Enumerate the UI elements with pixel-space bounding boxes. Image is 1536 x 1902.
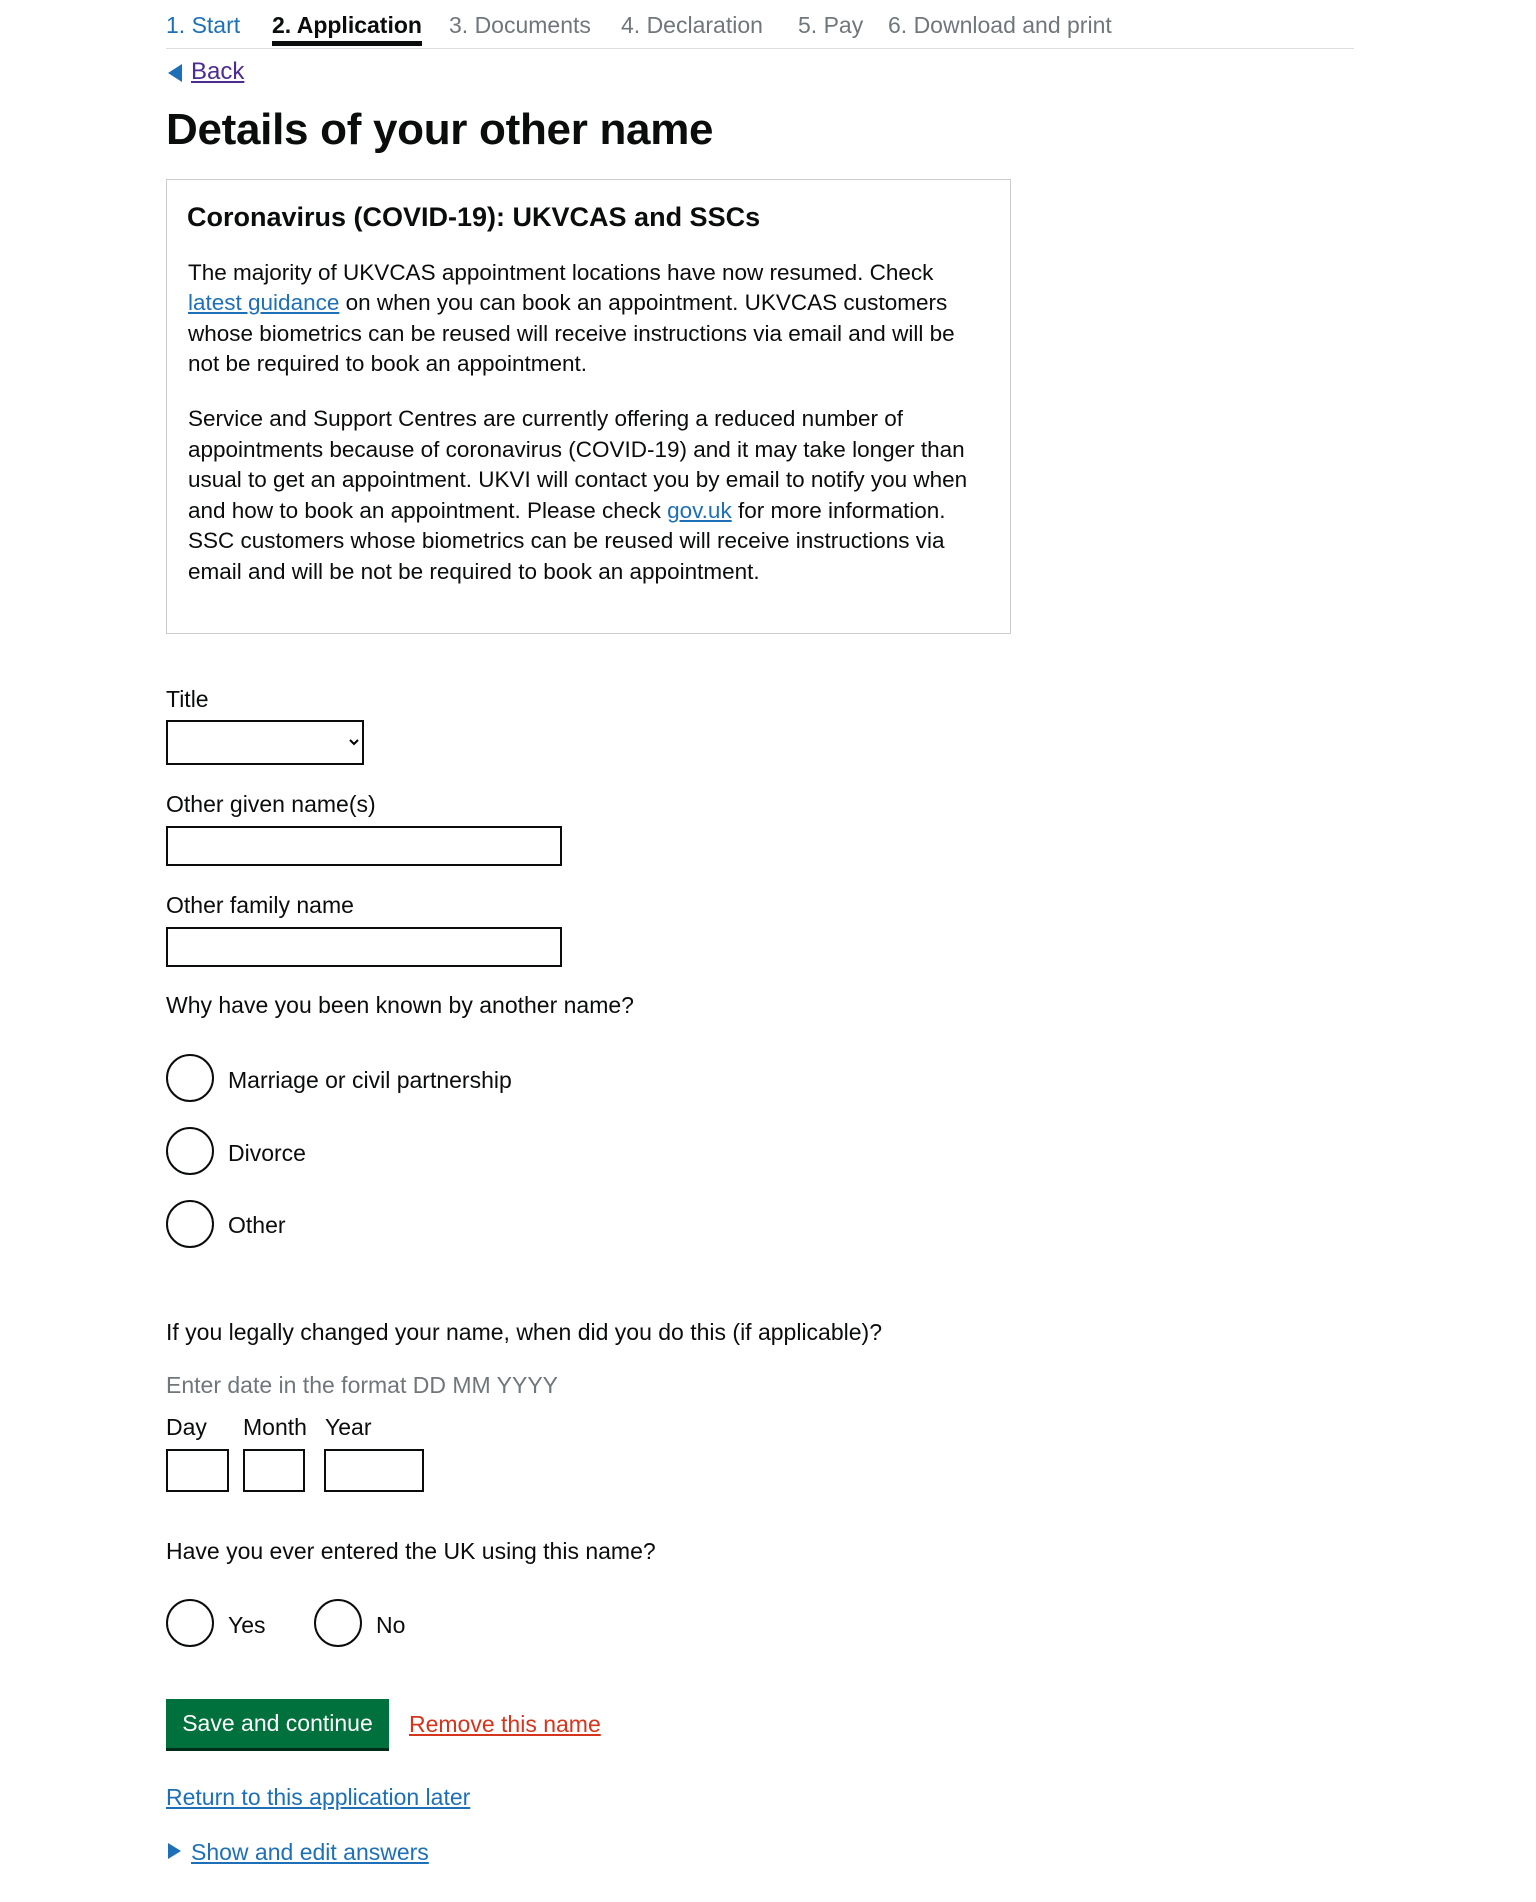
reason-marriage-radio[interactable]	[166, 1054, 214, 1102]
back-arrow-icon[interactable]	[168, 64, 182, 82]
date-month-input[interactable]	[243, 1449, 305, 1492]
entered-uk-yes-label[interactable]: Yes	[228, 1612, 266, 1638]
page-title: Details of your other name	[166, 105, 714, 154]
notice-p2-line: appointments because of coronavirus (COVID-19) and it may take longer than	[188, 437, 965, 462]
latest-guidance-link[interactable]: latest guidance	[188, 290, 340, 315]
entered-uk-no-radio[interactable]	[314, 1599, 362, 1647]
step-download-print: 6. Download and print	[888, 12, 1112, 38]
entered-uk-no-label[interactable]: No	[376, 1612, 406, 1638]
year-label: Year	[325, 1414, 372, 1440]
step-start[interactable]: 1. Start	[166, 12, 241, 38]
notice-p2-line	[188, 498, 946, 524]
notice-p2-line: SSC customers whose biometrics can be reused will receive instructions via	[188, 528, 945, 553]
entered-uk-question: Have you ever entered the UK using this name?	[166, 1538, 656, 1564]
entered-uk-yes-radio[interactable]	[166, 1599, 214, 1647]
return-later-link[interactable]: Return to this application later	[166, 1784, 471, 1810]
save-and-continue-button[interactable]: Save and continue	[166, 1699, 389, 1748]
date-year-input[interactable]	[324, 1449, 424, 1492]
step-navigation	[166, 8, 1354, 49]
date-hint: Enter date in the format DD MM YYYY	[166, 1372, 559, 1398]
step-pay: 5. Pay	[798, 12, 864, 38]
title-select[interactable]	[166, 720, 364, 765]
expand-triangle-icon[interactable]	[168, 1843, 181, 1859]
reason-other-label[interactable]: Other	[228, 1212, 286, 1238]
reason-other-radio[interactable]	[166, 1200, 214, 1248]
reason-marriage-label[interactable]: Marriage or civil partnership	[228, 1067, 512, 1093]
reason-question: Why have you been known by another name?	[166, 992, 634, 1018]
notice-p1-line: whose biometrics can be reused will receive instructions via email and will be	[188, 321, 955, 346]
day-label: Day	[166, 1414, 207, 1440]
date-day-input[interactable]	[166, 1449, 229, 1492]
family-name-input[interactable]	[166, 927, 562, 967]
notice-p2-line: Service and Support Centres are currently offering a reduced number of	[188, 406, 903, 431]
show-edit-answers-link[interactable]: Show and edit answers	[191, 1839, 429, 1865]
family-name-label: Other family name	[166, 892, 354, 918]
given-names-input[interactable]	[166, 826, 562, 866]
notice-heading: Coronavirus (COVID-19): UKVCAS and SSCs	[187, 202, 761, 232]
month-label: Month	[243, 1414, 307, 1440]
reason-divorce-label[interactable]: Divorce	[228, 1140, 306, 1166]
step-declaration: 4. Declaration	[621, 12, 763, 38]
notice-p1-line: not be required to book an appointment.	[188, 351, 588, 376]
reason-divorce-radio[interactable]	[166, 1127, 214, 1175]
notice-p1-line	[188, 290, 947, 316]
notice-p2-line: email and will be not be required to book an appointment.	[188, 559, 760, 584]
back-link[interactable]: Back	[191, 58, 245, 85]
date-question: If you legally changed your name, when did you do this (if applicable)?	[166, 1319, 882, 1345]
notice-p1-line: The majority of UKVCAS appointment locations have now resumed. Check	[188, 260, 934, 285]
remove-name-link[interactable]: Remove this name	[409, 1711, 601, 1737]
covid-notice-panel	[166, 179, 1011, 634]
title-label: Title	[166, 686, 209, 712]
step-application: 2. Application	[272, 12, 422, 46]
step-documents: 3. Documents	[449, 12, 591, 38]
gov-uk-link[interactable]: gov.uk	[667, 498, 732, 523]
given-names-label: Other given name(s)	[166, 791, 376, 817]
notice-text: for more information.	[731, 498, 946, 523]
notice-text: and how to book an appointment. Please check	[188, 498, 668, 523]
notice-text: on when you can book an appointment. UKVCAS customers	[339, 290, 948, 315]
notice-p2-line: usual to get an appointment. UKVI will contact you by email to notify you when	[188, 467, 968, 492]
